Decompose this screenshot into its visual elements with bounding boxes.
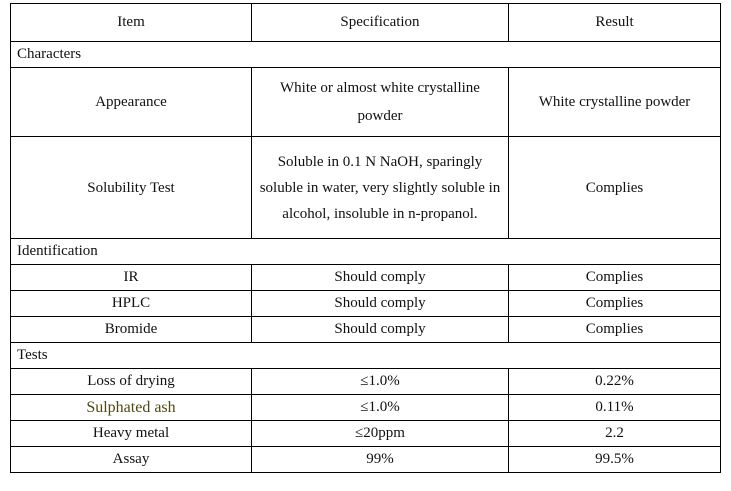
specification-cell: Should comply <box>252 265 509 291</box>
table-row <box>11 317 721 343</box>
section-characters <box>11 42 721 68</box>
header-specification: Specification <box>252 4 509 42</box>
specification-cell: White or almost white crystalline powder <box>252 68 509 137</box>
section-title: Identification <box>11 239 721 265</box>
table-row <box>11 447 721 473</box>
specification-cell: ≤20ppm <box>252 421 509 447</box>
item-cell: Assay <box>11 447 252 473</box>
table-row <box>11 68 721 137</box>
table-row <box>11 137 721 239</box>
item-cell: Sulphated ash <box>11 395 252 421</box>
result-cell: 0.11% <box>509 395 721 421</box>
section-identification <box>11 239 721 265</box>
item-cell: IR <box>11 265 252 291</box>
table-row <box>11 265 721 291</box>
table-row <box>11 395 721 421</box>
table-row <box>11 421 721 447</box>
specification-table <box>10 3 721 473</box>
result-cell: 0.22% <box>509 369 721 395</box>
item-cell: Heavy metal <box>11 421 252 447</box>
item-cell: Solubility Test <box>11 137 252 239</box>
result-cell: Complies <box>509 137 721 239</box>
section-title: Tests <box>11 343 721 369</box>
result-cell: Complies <box>509 265 721 291</box>
header-row <box>11 4 721 42</box>
header-result: Result <box>509 4 721 42</box>
item-cell: Appearance <box>11 68 252 137</box>
specification-cell: Should comply <box>252 317 509 343</box>
result-cell: Complies <box>509 317 721 343</box>
specification-cell: Soluble in 0.1 N NaOH, sparingly soluble in water, very slightly soluble in alcohol, insoluble in n-propanol. <box>252 137 509 239</box>
header-item: Item <box>11 4 252 42</box>
item-cell: Loss of drying <box>11 369 252 395</box>
item-cell: HPLC <box>11 291 252 317</box>
result-cell: White crystalline powder <box>509 68 721 137</box>
result-cell: 99.5% <box>509 447 721 473</box>
specification-cell: ≤1.0% <box>252 369 509 395</box>
table-row <box>11 369 721 395</box>
section-tests <box>11 343 721 369</box>
result-cell: 2.2 <box>509 421 721 447</box>
specification-cell: ≤1.0% <box>252 395 509 421</box>
specification-cell: Should comply <box>252 291 509 317</box>
result-cell: Complies <box>509 291 721 317</box>
section-title: Characters <box>11 42 721 68</box>
table-row <box>11 291 721 317</box>
specification-cell: 99% <box>252 447 509 473</box>
item-cell: Bromide <box>11 317 252 343</box>
